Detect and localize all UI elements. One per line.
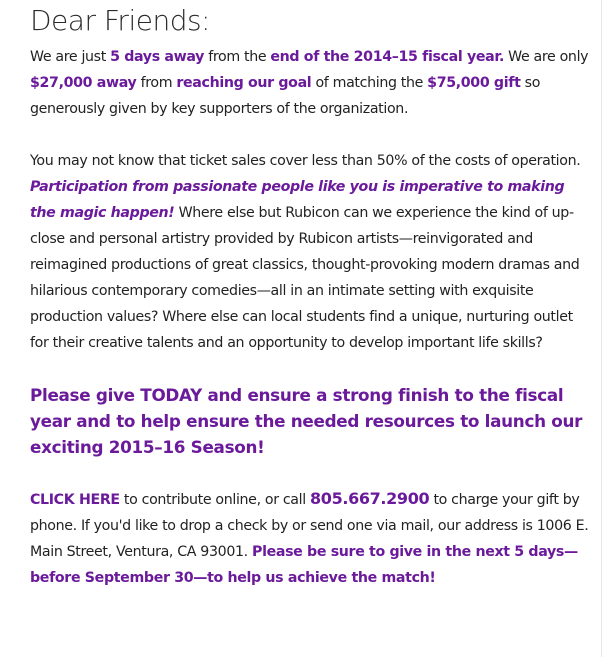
days-away-highlight: 5 days away [110, 49, 205, 65]
phone-number[interactable]: 805.667.2900 [310, 489, 430, 508]
spacer [30, 460, 591, 486]
text: so generously given by key supporters of the organization. [30, 75, 541, 117]
text: from [136, 75, 177, 91]
text: You may not know that ticket sales cover less than 50% of the costs of operation. [30, 153, 581, 169]
click-here-link[interactable]: CLICK HERE [30, 492, 120, 508]
goal-highlight: reaching our goal [176, 75, 312, 91]
text: We are only [504, 49, 589, 65]
spacer [30, 122, 591, 148]
fiscal-year-highlight: end of the 2014–15 fiscal year. [270, 49, 504, 65]
text: from the [204, 49, 271, 65]
paragraph-participation [30, 148, 591, 356]
appeal-heading: Please give TODAY and ensure a strong finish to the fiscal year and to help ensure the needed resources to launch our exciting 2015–16 Season! [30, 385, 583, 457]
deadline-highlight: Please be sure to give in the next 5 days—before September 30—to help us achieve the match! [30, 544, 578, 586]
amount-away-highlight: $27,000 away [30, 75, 137, 91]
text: to charge your gift by phone. If you'd like to drop a check by or send one via mail, our address is 1006 E. Main Street, Ventura, CA 93001. [30, 492, 589, 560]
text: Where else but Rubicon can we experience the kind of up-close and personal artistry provided by Rubicon artists—reinvigorated and reimagined productions of great classics, thought-provoking modern dramas and hilarious contemporary comedies—all in an intimate setting with exquisite production values? Where else can local students find a unique, nurturing outlet for their creative talents and an opportunity to develop important life skills? [30, 205, 580, 351]
text: We are just [30, 49, 111, 65]
text: of matching the [311, 75, 428, 91]
participation-highlight: Participation from passionate people like you is imperative to making the magic happen! [30, 179, 565, 221]
paragraph-deadline [30, 44, 591, 122]
spacer [30, 356, 591, 382]
gift-amount-highlight: $75,000 gift [427, 75, 521, 91]
greeting-heading: Dear Friends: [30, 4, 210, 37]
paragraph-contribute [30, 486, 591, 591]
text: to contribute online, or call [119, 492, 310, 508]
